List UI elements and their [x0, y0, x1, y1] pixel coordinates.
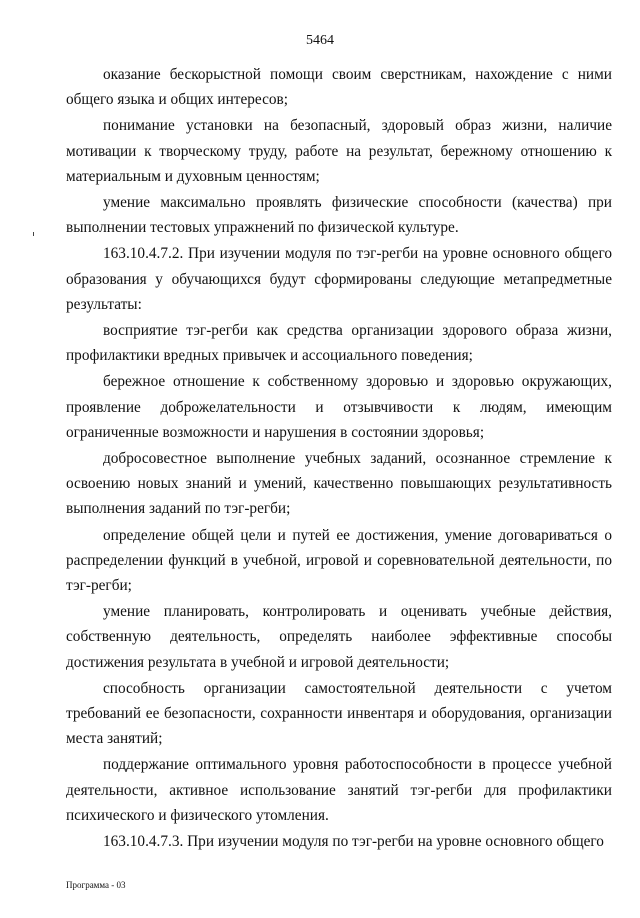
paragraph-6: бережное отношение к собственному здоровью и здоровью окружающих, проявление доброжелательности и отзывчивости к людям, имеющим ограниченные возможности и нарушения в состоянии здоровья; [66, 373, 612, 441]
paragraph-11: поддержание оптимального уровня работоспособности в процессе учебной деятельности, активное использование занятий тэг-регби для профилактики психического и физического утомления. [66, 756, 612, 824]
paragraph-4: 163.10.4.7.2. При изучении модуля по тэг-регби на уровне основного общего образования у обучающихся будут сформированы следующие метапредметные результаты: [66, 245, 612, 313]
paragraph-8: определение общей цели и путей ее достижения, умение договариваться о распределении функций в учебной, игровой и соревновательной деятельности, по тэг-регби; [66, 526, 612, 595]
paragraph-3: умение максимально проявлять физические способности (качества) при выполнении тестовых упражнений по физической культуре. [66, 194, 612, 237]
page-number: 5464 [306, 33, 334, 48]
paragraph-2: понимание установки на безопасный, здоровый образ жизни, наличие мотивации к творческому труду, работе на результат, бережному отношению к материальным и духовным ценностям; [66, 117, 612, 185]
paragraph-10: способность организации самостоятельной деятельности с учетом требований ее безопасности, сохранности инвентаря и оборудования, организации места занятий; [66, 679, 612, 748]
paragraph-9: умение планировать, контролировать и оценивать учебные действия, собственную деятельность, определять наиболее эффективные способы достижения результата в учебной и игровой деятельности; [66, 603, 612, 671]
page-footer: Программа - 03 [66, 880, 126, 890]
paragraph-7: добросовестное выполнение учебных заданий, осознанное стремление к освоению новых знаний и умений, качественно повышающих результативность выполнения заданий по тэг-регби; [66, 450, 612, 518]
margin-mark [33, 232, 34, 236]
paragraph-5: восприятие тэг-регби как средства организации здорового образа жизни, профилактики вредных привычек и ассоциального поведения; [66, 322, 612, 365]
paragraph-12: 163.10.4.7.3. При изучении модуля по тэг-регби на уровне основного общего [103, 833, 604, 851]
paragraph-1: оказание бескорыстной помощи своим сверстникам, нахождение с ними общего языка и общих интересов; [66, 66, 612, 109]
document-body [66, 62, 612, 854]
